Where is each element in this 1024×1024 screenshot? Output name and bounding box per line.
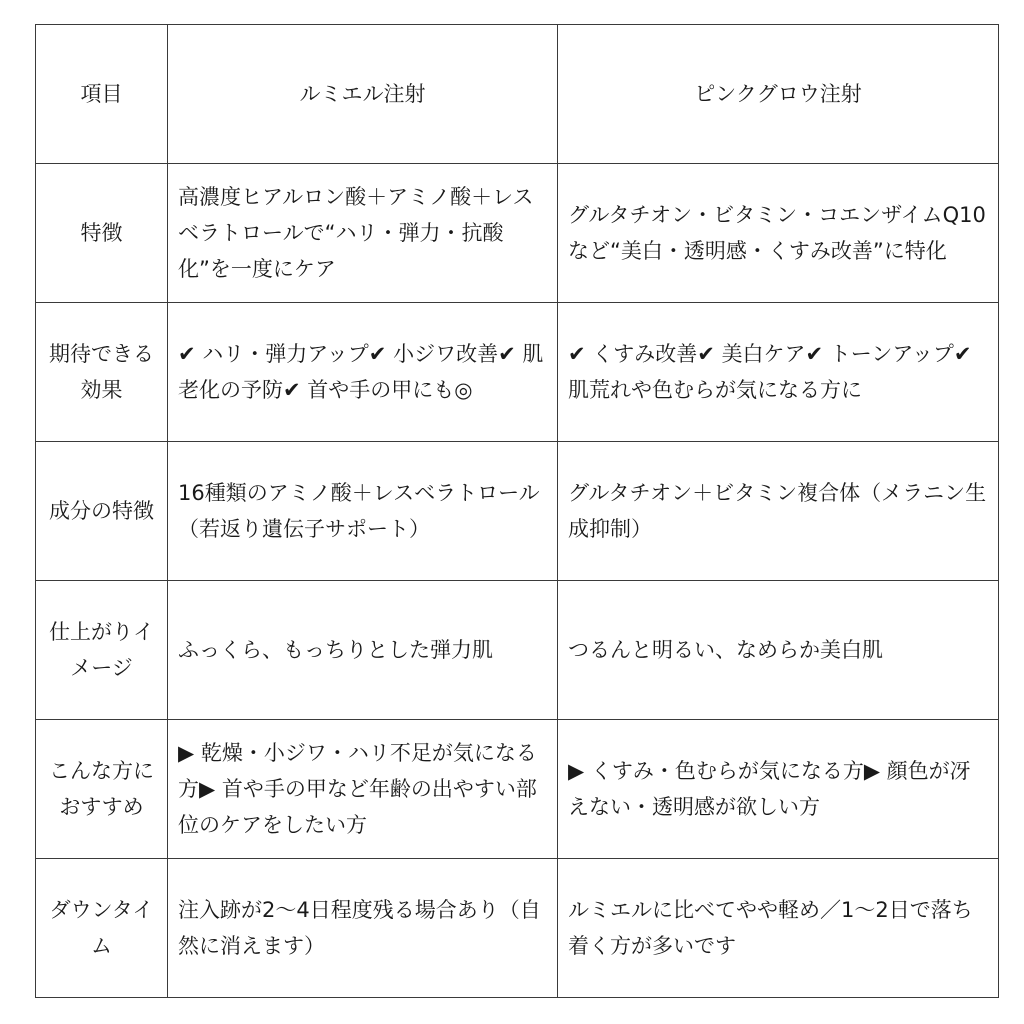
row-label: 期待できる効果 — [36, 303, 168, 442]
table-header-row — [36, 25, 999, 164]
pinkglow-cell: グルタチオン＋ビタミン複合体（メラニン生成抑制） — [558, 442, 999, 581]
table-row-downtime — [36, 859, 999, 998]
row-label: 特徴 — [36, 164, 168, 303]
lumiere-cell: ✔ ハリ・弾力アップ✔ 小ジワ改善✔ 肌老化の予防✔ 首や手の甲にも◎ — [168, 303, 558, 442]
lumiere-cell: ▶ 乾燥・小ジワ・ハリ不足が気になる方▶ 首や手の甲など年齢の出やすい部位のケアをしたい方 — [168, 720, 558, 859]
lumiere-cell: 16種類のアミノ酸＋レスベラトロール（若返り遺伝子サポート） — [168, 442, 558, 581]
pinkglow-cell: グルタチオン・ビタミン・コエンザイムQ10など“美白・透明感・くすみ改善”に特化 — [558, 164, 999, 303]
pinkglow-cell: ▶ くすみ・色むらが気になる方▶ 顔色が冴えない・透明感が欲しい方 — [558, 720, 999, 859]
header-lumiere-cell: ルミエル注射 — [168, 25, 558, 164]
pinkglow-cell: ✔ くすみ改善✔ 美白ケア✔ トーンアップ✔ 肌荒れや色むらが気になる方に — [558, 303, 999, 442]
header-pinkglow-cell: ピンクグロウ注射 — [558, 25, 999, 164]
table-row-features — [36, 164, 999, 303]
comparison-table — [35, 24, 999, 998]
row-label: 仕上がりイメージ — [36, 581, 168, 720]
lumiere-cell: ふっくら、もっちりとした弾力肌 — [168, 581, 558, 720]
row-label: こんな方におすすめ — [36, 720, 168, 859]
pinkglow-cell: つるんと明るい、なめらか美白肌 — [558, 581, 999, 720]
row-label: ダウンタイム — [36, 859, 168, 998]
header-label-cell: 項目 — [36, 25, 168, 164]
table-row-ingredients — [36, 442, 999, 581]
row-label: 成分の特徴 — [36, 442, 168, 581]
lumiere-cell: 高濃度ヒアルロン酸＋アミノ酸＋レスベラトロールで“ハリ・弾力・抗酸化”を一度にケア — [168, 164, 558, 303]
table-row-finish — [36, 581, 999, 720]
table-row-effects — [36, 303, 999, 442]
lumiere-cell: 注入跡が2〜4日程度残る場合あり（自然に消えます） — [168, 859, 558, 998]
pinkglow-cell: ルミエルに比べてやや軽め／1〜2日で落ち着く方が多いです — [558, 859, 999, 998]
table-row-recommended — [36, 720, 999, 859]
